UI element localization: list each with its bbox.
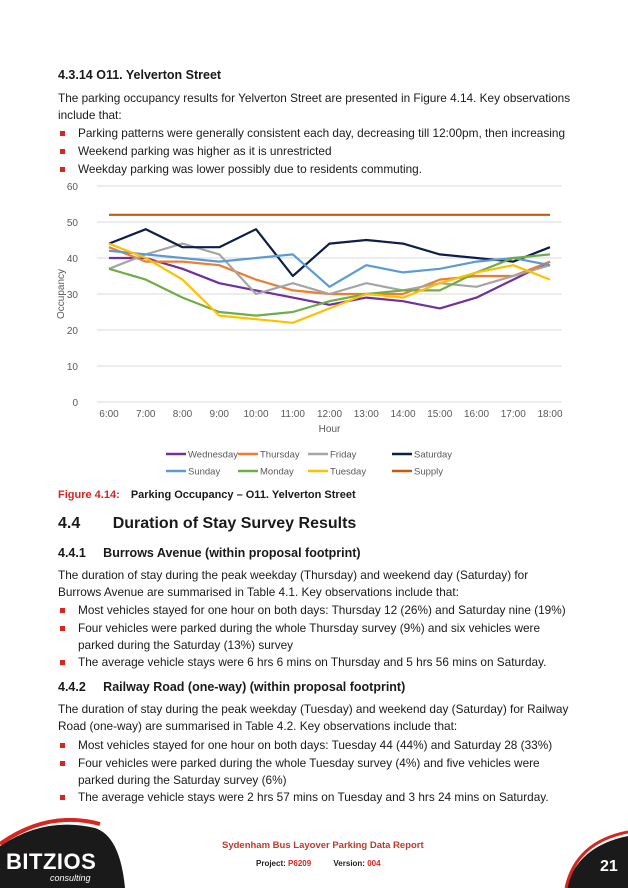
section-intro: The duration of stay during the peak weekday (Tuesday) and weekend day (Saturday) for Railway Road (one-way) are summarised in Table 4.2. Key observations include that: (58, 702, 569, 733)
section-heading-4-4-1: 4.4.1 Burrows Avenue (within proposal footprint) (58, 546, 361, 560)
section-intro: The duration of stay during the peak weekday (Thursday) and weekend day (Saturday) for Burrows Avenue are summarised in Table 4.1. Key observations include that: (58, 568, 529, 599)
section-number: 4.4 (58, 515, 81, 532)
x-tick-label: 8:00 (172, 409, 193, 420)
legend-label: Wednesday (188, 449, 238, 461)
page-number: 21 (600, 858, 618, 875)
y-axis-title: Occupancy (56, 268, 67, 320)
occupancy-line-chart (0, 175, 628, 485)
list-item: The average vehicle stays were 6 hrs 6 mins on Thursday and 5 hrs 56 mins on Saturday. (58, 654, 598, 671)
x-tick-label: 17:00 (500, 409, 526, 420)
figure-caption-text: Parking Occupancy – O11. Yelverton Street (130, 489, 356, 501)
list-item: Weekend parking was higher as it is unrestricted (58, 143, 598, 160)
project-info (256, 859, 381, 868)
x-tick-label: 14:00 (390, 409, 416, 420)
legend-label: Tuesday (330, 466, 367, 478)
x-tick-label: 6:00 (99, 409, 119, 420)
x-tick-label: 10:00 (243, 409, 269, 420)
y-tick-label: 20 (66, 326, 78, 337)
list-item: Most vehicles stayed for one hour on both days: Thursday 12 (26%) and Saturday nine (19%) (58, 602, 598, 619)
section-intro: The parking occupancy results for Yelverton Street are presented in Figure 4.14. Key observations include that: (58, 91, 571, 122)
x-tick-label: 11:00 (280, 409, 305, 420)
y-tick-label: 40 (66, 254, 78, 265)
project-value: P6209 (288, 859, 312, 868)
x-tick-label: 9:00 (209, 409, 229, 420)
figure-caption (58, 489, 356, 501)
list-item: Weekday parking was lower possibly due to residents commuting. (58, 161, 598, 178)
section-heading-4-4-2: 4.4.2 Railway Road (one-way) (within proposal footprint) (58, 680, 406, 694)
x-tick-label: 7:00 (136, 409, 156, 420)
legend-label: Friday (330, 449, 357, 461)
x-tick-label: 15:00 (427, 409, 453, 420)
y-tick-label: 60 (66, 182, 78, 193)
list-item: Four vehicles were parked during the whole Thursday survey (9%) and six vehicles were parked during the Saturday (13%) survey (58, 620, 578, 654)
list-item: The average vehicle stays were 2 hrs 57 mins on Tuesday and 3 hrs 24 mins on Saturday. (58, 789, 598, 806)
x-tick-label: 16:00 (463, 409, 490, 420)
legend-label: Monday (260, 466, 294, 478)
list-item: Four vehicles were parked during the whole Tuesday survey (4%) and five vehicles were parked during the Saturday survey (6%) (58, 755, 578, 789)
legend-label: Supply (414, 466, 444, 478)
y-tick-label: 10 (66, 362, 78, 373)
project-label: Project: (256, 859, 286, 868)
y-tick-label: 50 (66, 218, 78, 229)
y-tick-label: 0 (72, 398, 78, 409)
y-tick-label: 30 (66, 290, 78, 301)
x-tick-label: 12:00 (316, 409, 343, 420)
figure-caption-label: Figure 4.14: (58, 489, 120, 501)
section-heading-4-3-14: 4.3.14 O11. Yelverton Street (58, 68, 222, 82)
company-logo-subtitle: consulting (50, 873, 91, 883)
x-tick-label: 13:00 (353, 409, 379, 420)
list-item: Parking patterns were generally consistent each day, decreasing till 12:00pm, then increasing (58, 125, 598, 142)
company-logo: BITZIOS (6, 849, 97, 874)
section-title: Duration of Stay Survey Results (112, 515, 357, 532)
version-label: Version: (333, 859, 365, 868)
version-value: 004 (367, 859, 381, 868)
legend-label: Saturday (414, 449, 453, 461)
series-line-tuesday (109, 244, 550, 323)
section-heading-4-4 (58, 515, 356, 533)
report-title: Sydenham Bus Layover Parking Data Report (222, 840, 424, 851)
x-axis-title: Hour (318, 424, 341, 435)
legend-label: Thursday (260, 449, 300, 461)
list-item: Most vehicles stayed for one hour on both days: Tuesday 44 (44%) and Saturday 28 (33%) (58, 737, 598, 754)
x-tick-label: 18:00 (537, 409, 563, 420)
legend-label: Sunday (188, 466, 221, 478)
